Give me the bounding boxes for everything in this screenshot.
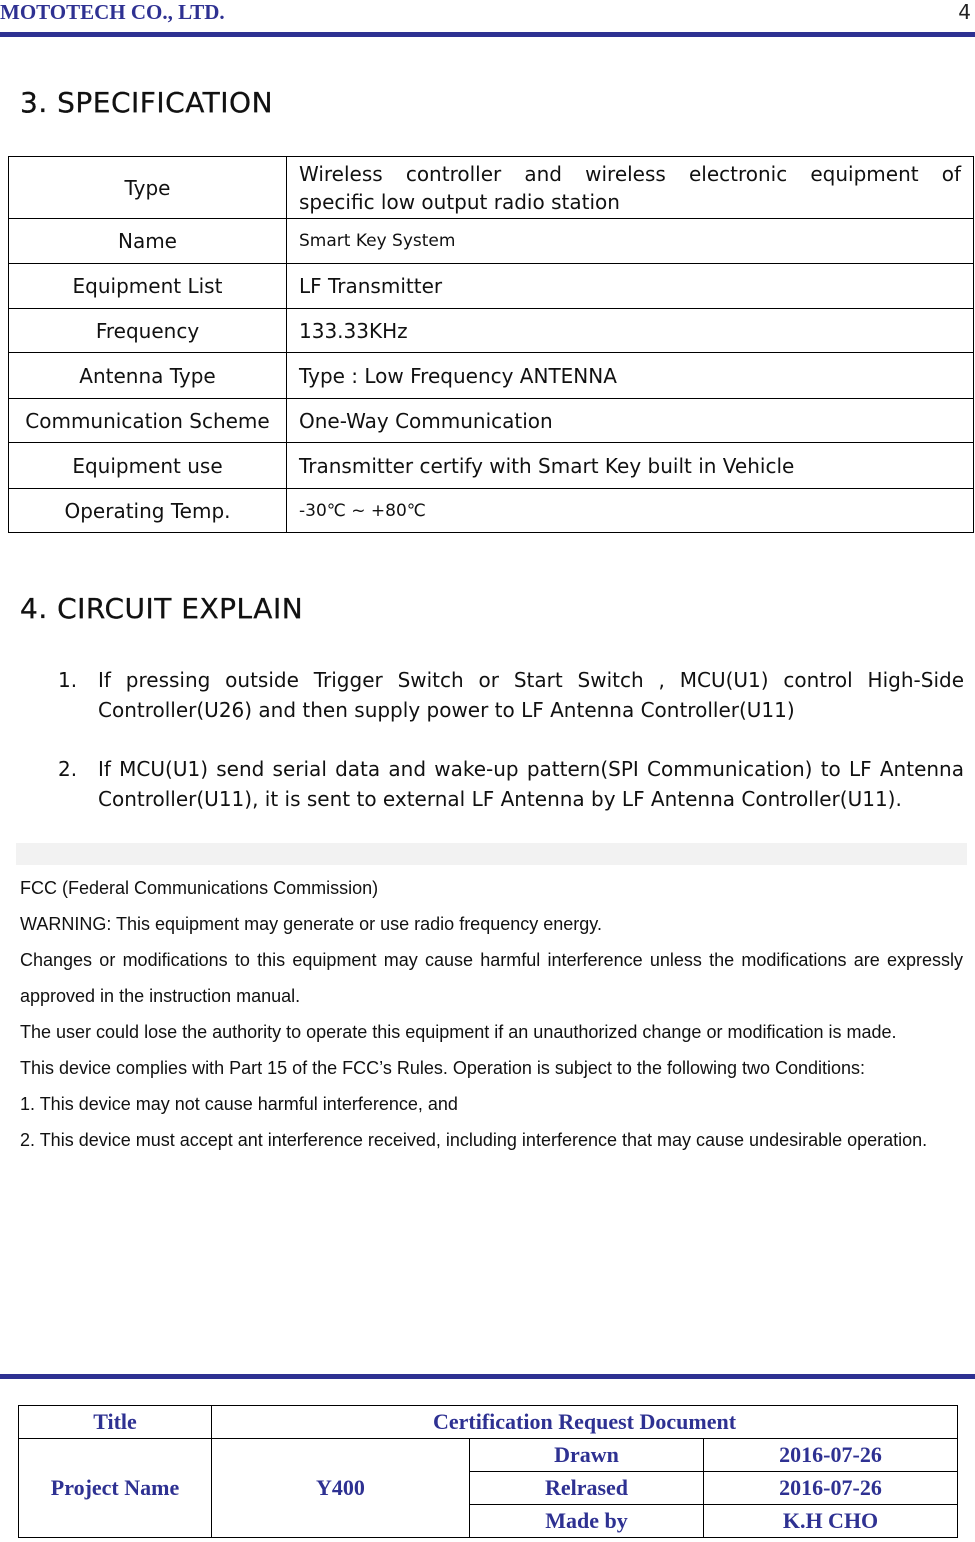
table-row	[9, 399, 974, 443]
table-row	[9, 443, 974, 489]
fcc-warning: WARNING: This equipment may generate or use radio frequency energy.	[20, 914, 602, 934]
fcc-heading: FCC (Federal Communications Commission)	[20, 878, 379, 898]
spec-key: Communication Scheme	[9, 399, 287, 443]
spec-value: 133.33KHz	[287, 309, 974, 353]
separator-band	[16, 843, 967, 865]
title-label: Title	[19, 1406, 212, 1439]
drawn-label: Drawn	[470, 1439, 704, 1472]
list-item-text: If pressing outside Trigger Switch or Start Switch , MCU(U1) control High-Side Controller(U26) and then supply power to LF Antenna Controller(U11)	[98, 668, 964, 722]
section-title-specification: 3. SPECIFICATION	[20, 86, 274, 119]
released-label: Relrased	[470, 1472, 704, 1505]
spec-key: Operating Temp.	[9, 489, 287, 533]
spec-value-line-1: Wireless controller and wireless electronic equipment of	[299, 161, 961, 186]
spec-key: Equipment use	[9, 443, 287, 489]
spec-key: Frequency	[9, 309, 287, 353]
spec-value-line-2: specific low output radio station	[299, 189, 620, 214]
spec-key: Equipment List	[9, 264, 287, 309]
table-row	[9, 309, 974, 353]
list-item-text: If MCU(U1) send serial data and wake-up pattern(SPI Communication) to LF Antenna Controller(U11), it is sent to external LF Antenna by LF Antenna Controller(U11).	[98, 757, 964, 811]
spec-value: Transmitter certify with Smart Key built in Vehicle	[287, 443, 974, 489]
made-by-label: Made by	[470, 1505, 704, 1538]
fcc-condition-1: 1. This device may not cause harmful interference, and	[20, 1094, 458, 1114]
spec-key: Type	[9, 157, 287, 219]
spec-value: LF Transmitter	[287, 264, 974, 309]
fcc-paragraph: Changes or modifications to this equipment may cause harmful interference unless the modifications are expressly approved in the instruction manual.	[20, 950, 963, 1006]
fcc-condition-2: 2. This device must accept ant interference received, including interference that may cause undesirable operation.	[20, 1130, 928, 1150]
footer-rule	[0, 1374, 975, 1379]
list-item-number: 1.	[58, 668, 78, 692]
spec-value: Type : Low Frequency ANTENNA	[287, 353, 974, 399]
fcc-statement	[20, 870, 963, 1158]
section-title-circuit-explain: 4. CIRCUIT EXPLAIN	[20, 592, 304, 625]
specification-table	[8, 156, 974, 533]
table-row	[9, 353, 974, 399]
made-by-value: K.H CHO	[704, 1505, 958, 1538]
company-name: MOTOTECH CO., LTD.	[0, 0, 225, 24]
page-number: 4	[958, 0, 971, 24]
table-row	[9, 489, 974, 533]
spec-value: Smart Key System	[287, 219, 974, 264]
spec-value	[287, 157, 974, 219]
fcc-paragraph: This device complies with Part 15 of the FCC’s Rules. Operation is subject to the following two Conditions:	[20, 1058, 866, 1078]
header-rule	[0, 32, 975, 37]
table-row	[9, 219, 974, 264]
list-item	[58, 665, 964, 725]
drawn-date: 2016-07-26	[704, 1439, 958, 1472]
title-value: Certification Request Document	[212, 1406, 958, 1439]
circuit-explain-list	[58, 665, 964, 843]
project-name-label: Project Name	[19, 1439, 212, 1538]
project-name-value: Y400	[212, 1439, 470, 1538]
fcc-paragraph: The user could lose the authority to operate this equipment if an unauthorized change or modification is made.	[20, 1022, 897, 1042]
spec-key: Name	[9, 219, 287, 264]
document-info-table	[18, 1405, 958, 1538]
table-row	[9, 264, 974, 309]
spec-value: One-Way Communication	[287, 399, 974, 443]
released-date: 2016-07-26	[704, 1472, 958, 1505]
list-item-number: 2.	[58, 757, 78, 781]
list-item	[58, 754, 964, 814]
spec-value: -30℃ ~ +80℃	[287, 489, 974, 533]
table-row	[9, 157, 974, 219]
spec-key: Antenna Type	[9, 353, 287, 399]
